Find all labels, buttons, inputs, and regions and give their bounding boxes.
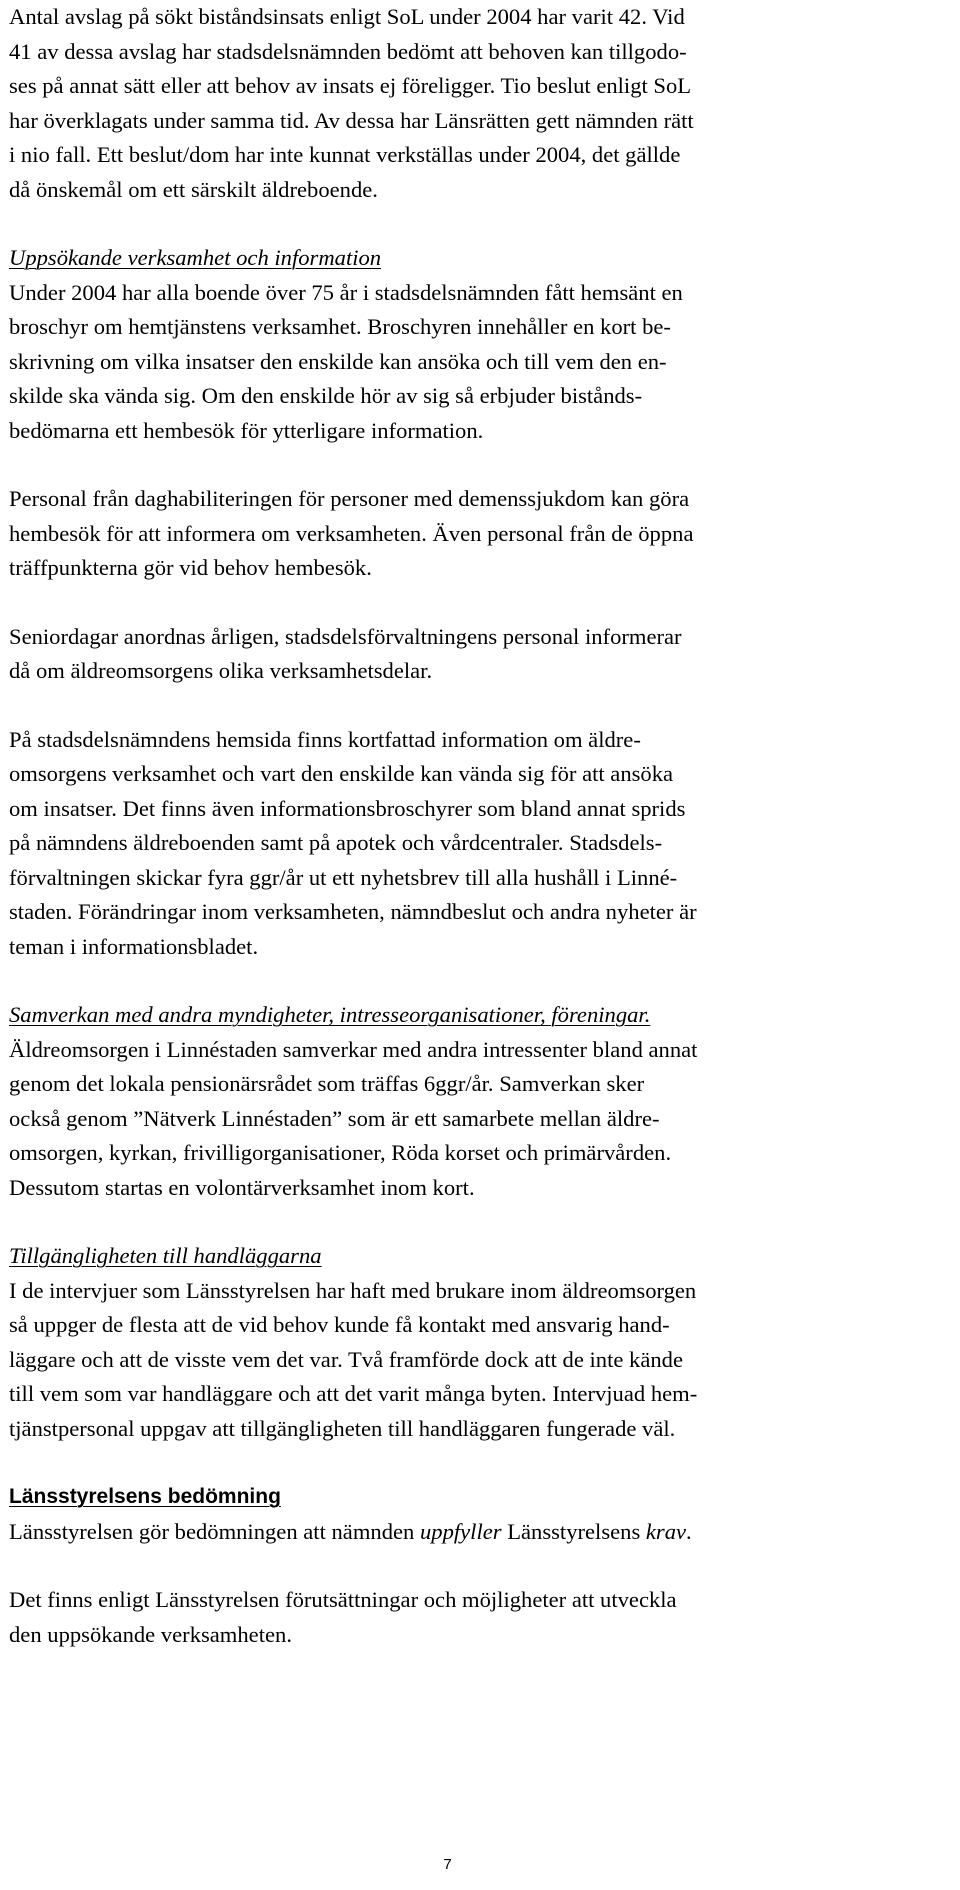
bedomning-heading <box>9 1480 953 1515</box>
text-line: teman i informationsbladet. <box>9 933 259 959</box>
uppsokande-paragraph-4 <box>9 723 953 965</box>
text-line: Det finns enligt Länsstyrelsen förutsättningar och möjligheter att utveckla <box>9 1587 677 1612</box>
text-line: bedömarna ett hembesök för ytterligare information. <box>9 417 484 443</box>
text-line: då önskemål om ett särskilt äldreboende. <box>9 176 378 202</box>
text-line: Antal avslag på sökt biståndsinsats enligt SoL under 2004 har varit 42. Vid <box>9 4 685 29</box>
text-line: Äldreomsorgen i Linnéstaden samverkar med andra intressenter bland annat <box>9 1036 698 1062</box>
bedomning-statement <box>9 1515 953 1550</box>
uppsokande-paragraph-2 <box>9 482 953 586</box>
document-page <box>9 0 953 1652</box>
paragraph-spacer <box>9 586 953 620</box>
tillganglighet-paragraph <box>9 1274 953 1447</box>
section-heading: Tillgängligheten till handläggarna <box>9 1243 322 1268</box>
text-line: tjänstpersonal uppgav att tillgängligheten till handläggaren fungerade väl. <box>9 1415 676 1441</box>
uppsokande-paragraph-3 <box>9 620 953 689</box>
assessment-emphasis: uppfyller <box>419 1518 502 1544</box>
text-line: Dessutom startas en volontärverksamhet inom kort. <box>9 1174 475 1200</box>
intro-paragraph <box>9 0 953 207</box>
text-line: På stadsdelsnämndens hemsida finns kortfattad information om äldre- <box>9 726 641 752</box>
paragraph-spacer <box>9 448 953 482</box>
text-line: förvaltningen skickar fyra ggr/år ut ett nyhetsbrev till alla hushåll i Linné- <box>9 864 678 890</box>
text-line: hembesök för att informera om verksamheten. Även personal från de öppna <box>9 520 694 546</box>
text-line: på nämndens äldreboenden samt på apotek och vårdcentraler. Stadsdels- <box>9 830 663 855</box>
page-number: 7 <box>443 1856 452 1873</box>
text-line: Personal från daghabiliteringen för personer med demenssjukdom kan göra <box>9 486 690 511</box>
paragraph-spacer <box>9 689 953 723</box>
paragraph-spacer <box>9 964 953 998</box>
text-line: omsorgen, kyrkan, frivilligorganisationer, Röda korset och primärvården. <box>9 1140 672 1165</box>
uppsokande-heading <box>9 241 953 276</box>
text-line: också genom ”Nätverk Linnéstaden” som är ett samarbete mellan äldre- <box>9 1105 660 1131</box>
samverkan-heading <box>9 998 953 1033</box>
uppsokande-paragraph-1 <box>9 276 953 449</box>
section-heading: Länsstyrelsens bedömning <box>9 1485 281 1508</box>
paragraph-spacer <box>9 207 953 241</box>
assessment-line <box>9 1515 953 1550</box>
text-line: 41 av dessa avslag har stadsdelsnämnden bedömt att behoven kan tillgodo- <box>9 38 687 64</box>
text-line: i nio fall. Ett beslut/dom har inte kunnat verkställas under 2004, det gällde <box>9 142 681 167</box>
text-line: till vem som var handläggare och att det varit många byten. Intervjuad hem- <box>9 1381 698 1406</box>
text-line: då om äldreomsorgens olika verksamhetsdelar. <box>9 658 433 683</box>
paragraph-spacer <box>9 1205 953 1239</box>
text-line: så uppger de flesta att de vid behov kunde få kontakt med ansvarig hand- <box>9 1312 670 1337</box>
paragraph-spacer <box>9 1446 953 1480</box>
text-line: ses på annat sätt eller att behov av insats ej föreligger. Tio beslut enligt SoL <box>9 73 692 98</box>
text-line: omsorgens verksamhet och vart den enskilde kan vända sig för att ansöka <box>9 761 674 786</box>
assessment-middle: Länsstyrelsens <box>501 1518 646 1544</box>
text-line: genom det lokala pensionärsrådet som träffas 6ggr/år. Samverkan sker <box>9 1071 645 1096</box>
text-line: broschyr om hemtjänstens verksamhet. Broschyren innehåller en kort be- <box>9 314 671 339</box>
samverkan-paragraph <box>9 1033 953 1206</box>
text-line: staden. Förändringar inom verksamheten, nämndbeslut och andra nyheter är <box>9 899 697 924</box>
tillganglighet-heading <box>9 1239 953 1274</box>
text-line: skilde ska vända sig. Om den enskilde hör av sig så erbjuder bistånds- <box>9 383 643 408</box>
text-line: träffpunkterna gör vid behov hembesök. <box>9 555 372 580</box>
assessment-emphasis-2: krav <box>645 1518 687 1544</box>
text-line: skrivning om vilka insatser den enskilde kan ansöka och till vem den en- <box>9 348 667 374</box>
text-line: Under 2004 har alla boende över 75 år i stadsdelsnämnden fått hemsänt en <box>9 279 683 305</box>
section-heading: Uppsökande verksamhet och information <box>9 245 382 270</box>
section-heading: Samverkan med andra myndigheter, intresseorganisationer, föreningar. <box>9 1002 651 1027</box>
assessment-prefix: Länsstyrelsen gör bedömningen att nämnden <box>9 1518 420 1544</box>
text-line: I de intervjuer som Länsstyrelsen har haft med brukare inom äldreomsorgen <box>9 1277 697 1303</box>
text-line: läggare och att de visste vem det var. Två framförde dock att de inte kände <box>9 1346 683 1372</box>
paragraph-spacer <box>9 1549 953 1583</box>
text-line: om insatser. Det finns även informationsbroschyrer som bland annat sprids <box>9 795 686 821</box>
text-line: har överklagats under samma tid. Av dessa har Länsrätten gett nämnden rätt <box>9 107 694 133</box>
text-line: Seniordagar anordnas årligen, stadsdelsförvaltningens personal informerar <box>9 623 682 649</box>
text-line: den uppsökande verksamheten. <box>9 1621 292 1647</box>
assessment-suffix: . <box>686 1518 692 1544</box>
bedomning-paragraph-2 <box>9 1583 953 1652</box>
